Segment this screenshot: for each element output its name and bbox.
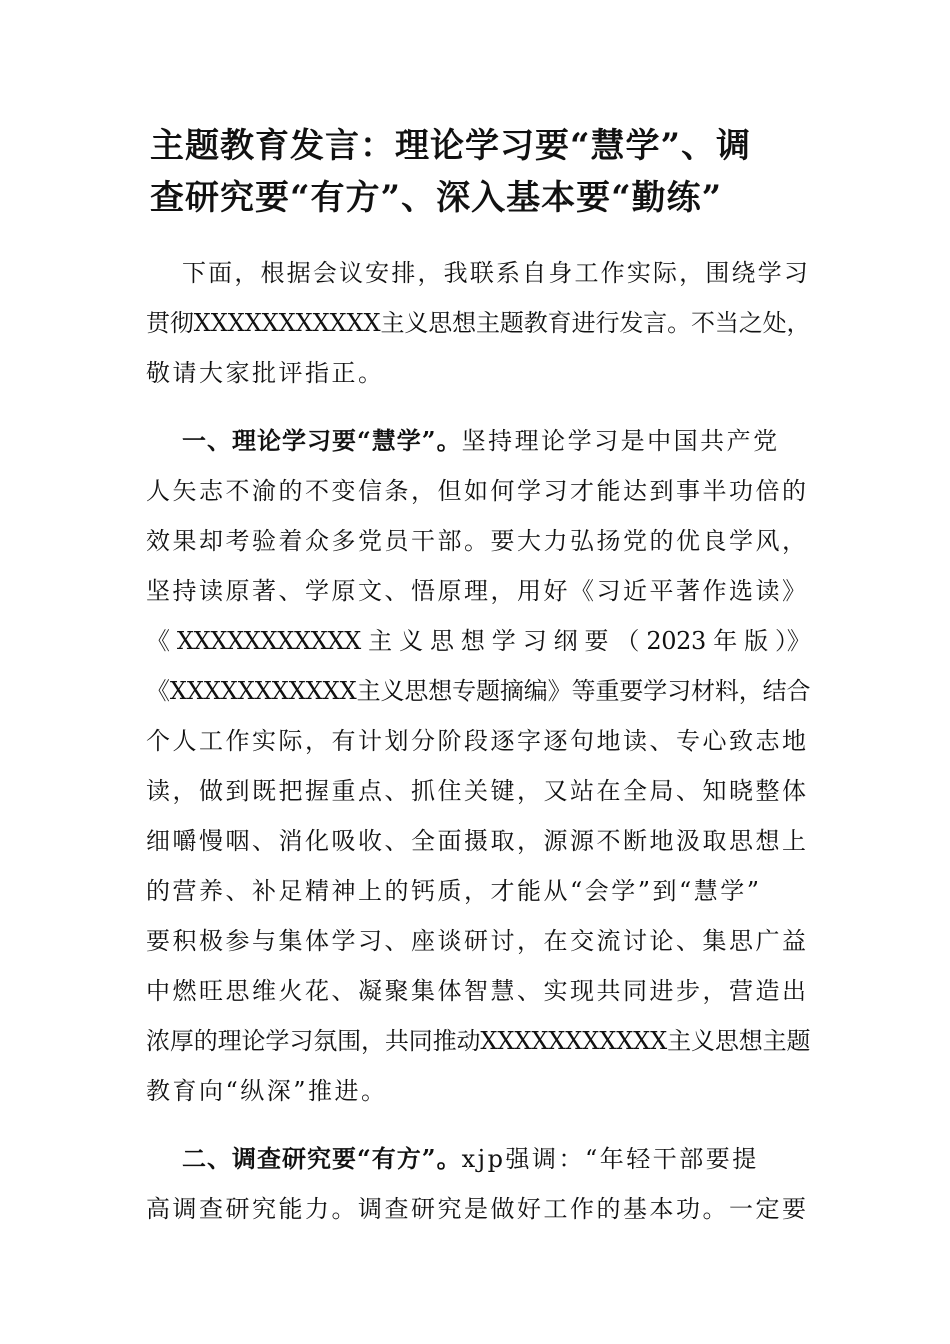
paragraph-line: 下面，根据会议安排，我联系自身工作实际，围绕学习 — [182, 259, 810, 287]
paragraph-line — [146, 416, 806, 466]
paragraph-line: 敬请大家批评指正。 — [146, 359, 385, 387]
paragraph-line: 教育向“纵深”推进。 — [146, 1077, 388, 1105]
paragraph-line: 要积极参与集体学习、座谈研讨，在交流讨论、集思广益 — [146, 927, 809, 955]
title-line-2: 查研究要“有方”、深入基本要“勤练” — [150, 178, 723, 218]
document-body — [146, 248, 811, 1252]
title-line-1: 主题教育发言：理论学习要“慧学”、调 — [150, 126, 752, 166]
paragraph-line: 《XXXXXXXXXXX主义思想专题摘编》等重要学习材料，结合 — [146, 677, 811, 705]
paragraph-line-text: xjp强调：“年轻干部要提 — [461, 1145, 759, 1173]
section-2-paragraph — [146, 1134, 809, 1234]
section-1-paragraph — [146, 416, 811, 1116]
paragraph-line-text: 坚持理论学习是中国共产党 — [461, 427, 780, 455]
section-2-heading: 二、调查研究要“有方”。 — [182, 1144, 462, 1173]
paragraph-line: 的营养、补足精神上的钙质，才能从“会学”到“慧学” — [146, 877, 762, 905]
paragraph-line: 中燃旺思维火花、凝聚集体智慧、实现共同进步，营造出 — [146, 977, 809, 1005]
paragraph-line: 细嚼慢咽、消化吸收、全面摄取，源源不断地汲取思想上 — [146, 827, 809, 855]
paragraph-line: 《 XXXXXXXXXXX 主 义 思 想 学 习 纲 要 （ 2023 年 版 ）》 — [146, 627, 811, 655]
paragraph-line: 贯彻XXXXXXXXXXX主义思想主题教育进行发言。不当之处， — [146, 309, 811, 337]
document-title — [150, 120, 810, 224]
intro-paragraph — [146, 248, 811, 398]
paragraph-line: 效果却考验着众多党员干部。要大力弘扬党的优良学风， — [146, 527, 809, 555]
paragraph-line — [146, 1134, 806, 1184]
paragraph-line: 高调查研究能力。调查研究是做好工作的基本功。一定要 — [146, 1195, 809, 1223]
paragraph-line: 坚持读原著、学原文、悟原理，用好《习近平著作选读》 — [146, 577, 809, 605]
paragraph-line: 浓厚的理论学习氛围，共同推动XXXXXXXXXXX主义思想主题 — [146, 1027, 811, 1055]
section-1-heading: 一、理论学习要“慧学”。 — [182, 426, 462, 455]
paragraph-line: 个人工作实际，有计划分阶段逐字逐句地读、专心致志地 — [146, 727, 809, 755]
paragraph-line: 人矢志不渝的不变信条，但如何学习才能达到事半功倍的 — [146, 477, 809, 505]
paragraph-line: 读，做到既把握重点、抓住关键，又站在全局、知晓整体 — [146, 777, 809, 805]
